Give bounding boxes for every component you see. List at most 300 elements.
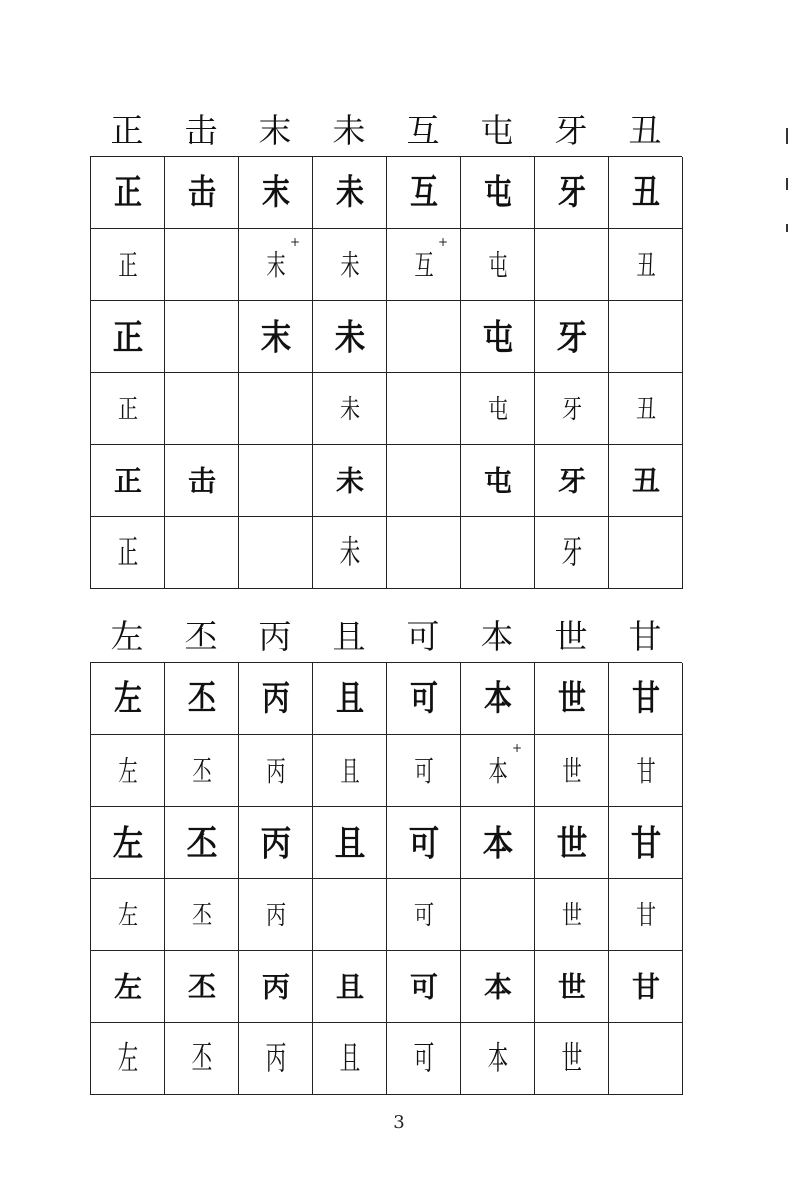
seal-glyph-char: 世 [561, 753, 582, 788]
seal-glyph-drawing [623, 676, 669, 722]
seal-glyph-drawing [105, 458, 151, 504]
seal-glyph-char: 本 [483, 970, 512, 1003]
seal-glyph-char: 正 [117, 247, 138, 282]
seal-glyph-drawing [327, 676, 373, 722]
seal-glyph-drawing [105, 530, 151, 576]
seal-glyph [105, 676, 151, 722]
variant-grid [90, 662, 682, 1095]
variant-cell [91, 373, 165, 445]
seal-glyph-char: 左 [117, 898, 138, 931]
empty-cell [165, 229, 239, 301]
seal-glyph-char: 世 [561, 898, 582, 931]
empty-cell [461, 517, 535, 589]
seal-glyph [549, 820, 595, 866]
column-heading-char: 牙 [554, 110, 588, 150]
variant-cell [609, 157, 683, 229]
variant-cell [313, 951, 387, 1023]
seal-glyph-char: 本 [487, 753, 508, 788]
variant-cell [165, 157, 239, 229]
variant-cell [91, 445, 165, 517]
seal-glyph-drawing [623, 892, 669, 938]
character-table-top [90, 104, 682, 589]
seal-glyph [475, 964, 521, 1010]
empty-cell [609, 301, 683, 373]
seal-glyph-drawing [179, 170, 225, 216]
seal-glyph [401, 892, 447, 938]
seal-glyph-char: 本 [487, 1040, 508, 1077]
seal-glyph-drawing [549, 676, 595, 722]
seal-glyph-char: 末 [260, 315, 291, 358]
seal-glyph-drawing [549, 458, 595, 504]
seal-glyph-char: 左 [112, 821, 143, 864]
seal-glyph [253, 314, 299, 360]
seal-glyph [475, 386, 521, 432]
seal-glyph-char: 可 [408, 821, 439, 864]
variant-cell [535, 951, 609, 1023]
seal-glyph [105, 458, 151, 504]
seal-glyph-char: 世 [557, 970, 586, 1003]
seal-glyph [401, 964, 447, 1010]
plus-mark: + [289, 235, 300, 249]
column-heading-char: 丕 [184, 616, 218, 656]
column-heading-char: 本 [480, 616, 514, 656]
seal-glyph-char: 且 [339, 1040, 360, 1077]
seal-glyph-drawing [623, 242, 669, 288]
edge-mark [786, 224, 788, 232]
column-heading-char: 末 [258, 110, 292, 150]
seal-glyph-drawing [105, 314, 151, 360]
variant-cell [609, 807, 683, 879]
variant-cell [535, 373, 609, 445]
seal-glyph-char: 可 [409, 678, 438, 719]
seal-glyph [623, 964, 669, 1010]
seal-glyph-drawing [549, 170, 595, 216]
page-number: 3 [393, 1112, 405, 1133]
seal-glyph [105, 530, 151, 576]
seal-glyph [475, 314, 521, 360]
seal-glyph-char: 未 [335, 464, 364, 497]
seal-glyph-drawing [623, 386, 669, 432]
seal-glyph-drawing [327, 458, 373, 504]
seal-glyph-drawing [105, 748, 151, 794]
variant-cell [461, 663, 535, 735]
seal-glyph-char: 屯 [482, 315, 513, 358]
variant-cell [91, 807, 165, 879]
variant-cell [91, 735, 165, 807]
seal-glyph [549, 892, 595, 938]
seal-glyph-char: 互 [413, 247, 434, 282]
variant-cell [239, 229, 313, 301]
seal-glyph-drawing [549, 892, 595, 938]
seal-glyph-char: 丕 [187, 678, 216, 719]
seal-glyph [475, 170, 521, 216]
empty-cell [387, 445, 461, 517]
variant-cell [535, 157, 609, 229]
variant-cell [609, 663, 683, 735]
empty-cell [461, 879, 535, 951]
column-heading-char: 击 [184, 110, 218, 150]
seal-glyph-drawing [475, 386, 521, 432]
seal-glyph [401, 676, 447, 722]
scan-edge-marks [786, 128, 794, 266]
column-heading-char: 未 [332, 110, 366, 150]
plus-mark: + [437, 235, 448, 249]
variant-cell [609, 373, 683, 445]
seal-glyph-drawing [401, 892, 447, 938]
seal-glyph-drawing [105, 1036, 151, 1082]
seal-glyph [105, 964, 151, 1010]
seal-glyph-char: 丕 [191, 898, 212, 931]
seal-glyph-drawing [401, 820, 447, 866]
variant-cell [609, 879, 683, 951]
seal-glyph [105, 820, 151, 866]
seal-glyph-drawing [549, 386, 595, 432]
seal-glyph [327, 530, 373, 576]
seal-glyph-char: 屯 [483, 172, 512, 213]
seal-glyph-drawing [327, 530, 373, 576]
seal-glyph-drawing [253, 964, 299, 1010]
seal-glyph-drawing [179, 964, 225, 1010]
seal-glyph-drawing [327, 820, 373, 866]
seal-glyph [253, 170, 299, 216]
variant-cell [91, 301, 165, 373]
seal-glyph-drawing [475, 1036, 521, 1082]
seal-glyph [327, 820, 373, 866]
seal-glyph [623, 892, 669, 938]
seal-glyph-char: 丙 [265, 753, 286, 788]
seal-glyph-char: 甘 [635, 753, 656, 788]
seal-glyph-drawing [253, 748, 299, 794]
seal-glyph-char: 甘 [630, 821, 661, 864]
seal-glyph-drawing [401, 1036, 447, 1082]
empty-cell [387, 373, 461, 445]
seal-glyph [179, 676, 225, 722]
variant-cell [535, 445, 609, 517]
seal-glyph-drawing [253, 892, 299, 938]
seal-glyph-char: 丙 [260, 821, 291, 864]
seal-glyph-char: 正 [117, 534, 138, 571]
seal-glyph-drawing [327, 748, 373, 794]
seal-glyph-char: 甘 [631, 970, 660, 1003]
seal-glyph-char: 丙 [261, 678, 290, 719]
seal-glyph [327, 314, 373, 360]
seal-glyph-drawing [401, 964, 447, 1010]
seal-glyph [623, 676, 669, 722]
variant-cell [461, 735, 535, 807]
seal-glyph-char: 左 [113, 678, 142, 719]
seal-glyph [475, 820, 521, 866]
variant-cell [387, 807, 461, 879]
variant-cell [609, 735, 683, 807]
variant-cell [239, 1023, 313, 1095]
variant-cell [387, 663, 461, 735]
seal-glyph [327, 676, 373, 722]
seal-glyph-char: 丑 [635, 392, 656, 425]
variant-cell [461, 373, 535, 445]
seal-glyph [401, 1036, 447, 1082]
empty-cell [239, 445, 313, 517]
column-heading-char: 且 [332, 616, 366, 656]
empty-cell [165, 517, 239, 589]
variant-cell [535, 879, 609, 951]
variant-cell [239, 301, 313, 373]
seal-glyph [623, 748, 669, 794]
variant-cell [165, 1023, 239, 1095]
variant-cell [239, 663, 313, 735]
seal-glyph-drawing [179, 892, 225, 938]
column-heading-char: 屯 [480, 110, 514, 150]
empty-cell [609, 1023, 683, 1095]
variant-cell [239, 807, 313, 879]
seal-glyph-char: 丑 [631, 172, 660, 213]
empty-cell [387, 517, 461, 589]
seal-glyph-drawing [327, 1036, 373, 1082]
variant-cell [609, 445, 683, 517]
seal-glyph [623, 458, 669, 504]
seal-glyph-char: 可 [413, 1040, 434, 1077]
seal-glyph-char: 且 [335, 678, 364, 719]
seal-glyph-drawing [475, 676, 521, 722]
variant-cell [91, 663, 165, 735]
variant-cell [239, 879, 313, 951]
seal-glyph-char: 正 [112, 315, 143, 358]
seal-glyph-drawing [475, 964, 521, 1010]
seal-glyph-char: 丙 [265, 1040, 286, 1077]
seal-glyph-char: 屯 [483, 464, 512, 497]
variant-cell [91, 157, 165, 229]
seal-glyph [179, 170, 225, 216]
empty-cell [313, 879, 387, 951]
seal-glyph [179, 1036, 225, 1082]
seal-glyph [105, 1036, 151, 1082]
plus-mark: + [511, 741, 522, 755]
seal-glyph-drawing [105, 892, 151, 938]
seal-glyph-char: 丕 [191, 753, 212, 788]
variant-cell [535, 517, 609, 589]
seal-glyph [549, 314, 595, 360]
seal-glyph [179, 892, 225, 938]
seal-glyph-drawing [623, 748, 669, 794]
seal-glyph-char: 正 [117, 392, 138, 425]
seal-glyph-char: 本 [483, 678, 512, 719]
edge-mark [786, 178, 788, 190]
seal-glyph-drawing [179, 458, 225, 504]
column-heading-char: 正 [110, 110, 144, 150]
seal-glyph-char: 甘 [635, 898, 656, 931]
column-heading-char: 世 [554, 616, 588, 656]
variant-cell [165, 807, 239, 879]
seal-glyph-char: 末 [261, 172, 290, 213]
empty-cell [239, 373, 313, 445]
seal-glyph-drawing [105, 964, 151, 1010]
seal-glyph [401, 170, 447, 216]
seal-glyph [327, 242, 373, 288]
empty-cell [165, 373, 239, 445]
column-heading-char: 互 [406, 110, 440, 150]
edge-mark [786, 128, 788, 144]
column-headings [90, 610, 682, 662]
variant-cell [461, 1023, 535, 1095]
seal-glyph-char: 未 [334, 315, 365, 358]
variant-cell [609, 951, 683, 1023]
seal-glyph-drawing [475, 314, 521, 360]
seal-glyph-char: 击 [187, 172, 216, 213]
variant-cell [387, 157, 461, 229]
seal-glyph [401, 820, 447, 866]
variant-cell [239, 157, 313, 229]
seal-glyph [105, 314, 151, 360]
seal-glyph-char: 牙 [557, 172, 586, 213]
seal-glyph-drawing [253, 1036, 299, 1082]
variant-cell [313, 735, 387, 807]
seal-glyph-drawing [327, 386, 373, 432]
variant-cell [91, 517, 165, 589]
seal-glyph-drawing [623, 820, 669, 866]
seal-glyph-drawing [401, 170, 447, 216]
seal-glyph-char: 牙 [561, 534, 582, 571]
variant-cell [461, 445, 535, 517]
column-heading-char: 丙 [258, 616, 292, 656]
seal-glyph-char: 未 [339, 534, 360, 571]
seal-glyph-drawing [549, 1036, 595, 1082]
seal-glyph [549, 458, 595, 504]
seal-glyph-drawing [623, 170, 669, 216]
seal-glyph-char: 屯 [487, 392, 508, 425]
variant-cell [461, 807, 535, 879]
seal-glyph-drawing [623, 964, 669, 1010]
variant-cell [387, 735, 461, 807]
empty-cell [165, 301, 239, 373]
seal-glyph-drawing [327, 242, 373, 288]
seal-glyph-char: 丙 [265, 898, 286, 931]
seal-glyph [549, 748, 595, 794]
seal-glyph-drawing [179, 748, 225, 794]
seal-glyph-char: 丕 [191, 1040, 212, 1077]
column-heading-char: 可 [406, 616, 440, 656]
seal-glyph [179, 748, 225, 794]
seal-glyph [401, 748, 447, 794]
seal-glyph-drawing [549, 314, 595, 360]
seal-glyph [253, 820, 299, 866]
seal-glyph-drawing [253, 820, 299, 866]
column-heading-char: 丑 [628, 110, 662, 150]
seal-glyph-drawing [549, 530, 595, 576]
seal-glyph-char: 甘 [631, 678, 660, 719]
seal-glyph-char: 正 [113, 172, 142, 213]
variant-cell [313, 445, 387, 517]
variant-cell [313, 663, 387, 735]
seal-glyph [475, 458, 521, 504]
seal-glyph-char: 未 [339, 392, 360, 425]
seal-glyph [105, 748, 151, 794]
seal-glyph-drawing [327, 170, 373, 216]
seal-glyph-drawing [253, 314, 299, 360]
variant-cell [313, 517, 387, 589]
seal-glyph-char: 未 [335, 172, 364, 213]
seal-glyph [179, 458, 225, 504]
variant-cell [313, 373, 387, 445]
seal-glyph-char: 牙 [557, 464, 586, 497]
seal-glyph [549, 386, 595, 432]
seal-glyph [105, 242, 151, 288]
seal-glyph-drawing [105, 242, 151, 288]
seal-glyph [179, 820, 225, 866]
seal-glyph-drawing [475, 458, 521, 504]
seal-glyph-char: 互 [409, 172, 438, 213]
seal-glyph [327, 170, 373, 216]
variant-cell [313, 229, 387, 301]
variant-cell [387, 951, 461, 1023]
seal-glyph-char: 世 [557, 678, 586, 719]
seal-glyph-drawing [179, 820, 225, 866]
empty-cell [387, 301, 461, 373]
variant-cell [535, 301, 609, 373]
seal-glyph-char: 丑 [631, 464, 660, 497]
seal-glyph [105, 892, 151, 938]
variant-cell [165, 879, 239, 951]
seal-glyph-drawing [253, 676, 299, 722]
seal-glyph-char: 可 [409, 970, 438, 1003]
variant-cell [387, 1023, 461, 1095]
seal-glyph-char: 可 [413, 753, 434, 788]
seal-glyph [549, 964, 595, 1010]
variant-cell [165, 445, 239, 517]
seal-glyph-char: 本 [482, 821, 513, 864]
variant-cell [461, 229, 535, 301]
variant-cell [387, 879, 461, 951]
variant-cell [239, 951, 313, 1023]
seal-glyph-drawing [549, 748, 595, 794]
seal-glyph [253, 748, 299, 794]
seal-glyph-char: 可 [413, 898, 434, 931]
variant-cell [313, 807, 387, 879]
seal-glyph [327, 964, 373, 1010]
seal-glyph-char: 击 [187, 464, 216, 497]
variant-cell [239, 735, 313, 807]
seal-glyph [623, 242, 669, 288]
variant-cell [461, 951, 535, 1023]
seal-glyph-drawing [105, 386, 151, 432]
variant-grid [90, 156, 682, 589]
variant-cell [387, 229, 461, 301]
seal-glyph-char: 正 [113, 464, 142, 497]
seal-glyph [549, 530, 595, 576]
seal-glyph-drawing [105, 820, 151, 866]
column-heading-char: 左 [110, 616, 144, 656]
seal-glyph-char: 左 [117, 1040, 138, 1077]
variant-cell [91, 879, 165, 951]
seal-glyph-char: 左 [113, 970, 142, 1003]
seal-glyph [327, 748, 373, 794]
variant-cell [165, 663, 239, 735]
seal-glyph-drawing [327, 964, 373, 1010]
seal-glyph [623, 386, 669, 432]
seal-glyph [623, 820, 669, 866]
seal-glyph [253, 892, 299, 938]
variant-cell [91, 951, 165, 1023]
variant-cell [165, 951, 239, 1023]
seal-glyph-drawing [327, 314, 373, 360]
seal-glyph-drawing [253, 170, 299, 216]
seal-glyph [327, 458, 373, 504]
seal-glyph-drawing [401, 748, 447, 794]
empty-cell [239, 517, 313, 589]
seal-glyph-char: 且 [335, 970, 364, 1003]
seal-glyph [549, 676, 595, 722]
seal-glyph-char: 丑 [635, 247, 656, 282]
variant-cell [313, 301, 387, 373]
seal-glyph [475, 1036, 521, 1082]
